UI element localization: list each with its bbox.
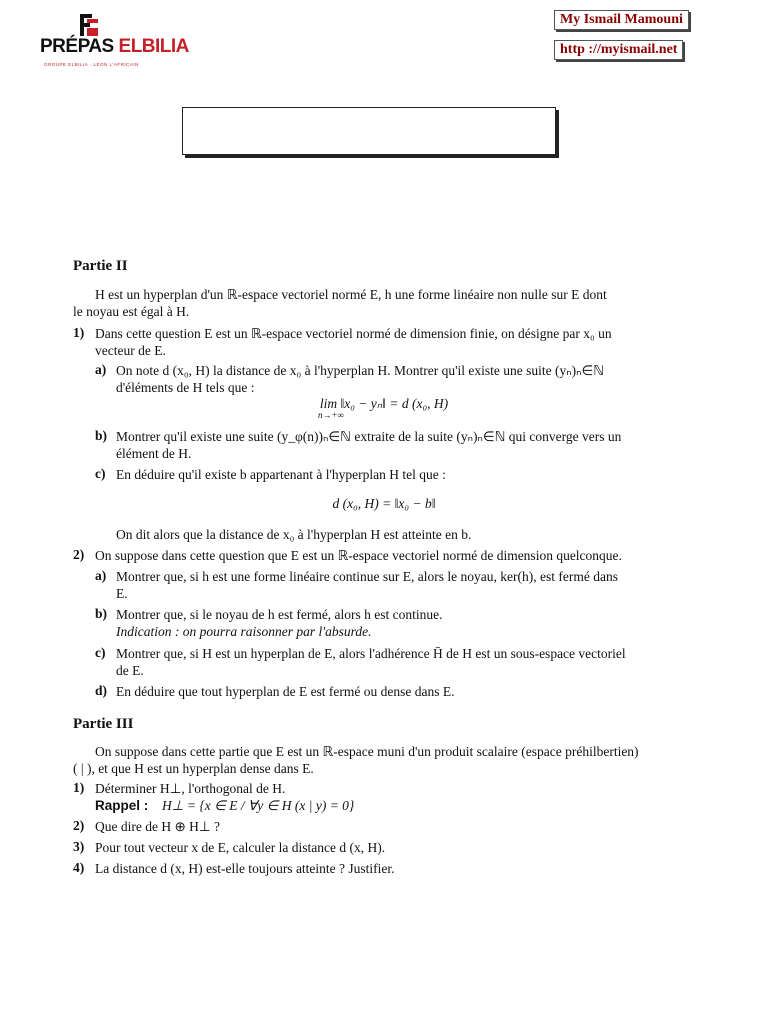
section-title-partie-3: Partie III bbox=[73, 716, 134, 732]
partie3-question-3: Pour tout vecteur x de E, calculer la distance d (x, H). bbox=[95, 840, 386, 855]
author-box: My Ismail Mamouni bbox=[554, 10, 689, 30]
subquestion-letter: d) bbox=[95, 683, 108, 698]
rappel-label: Rappel : bbox=[95, 798, 149, 813]
partie3-question-4: La distance d (x, H) est-elle toujours atteinte ? Justifier. bbox=[95, 861, 395, 876]
subquestion-letter: a) bbox=[95, 362, 107, 377]
website-link[interactable]: http ://myismail.net bbox=[554, 40, 683, 60]
subquestion-letter: b) bbox=[95, 428, 108, 443]
logo-subtitle: GROUPE ELBILIA · LÉON L'AFRICAIN bbox=[44, 62, 139, 67]
partie3-question-2: Que dire de H ⊕ H⊥ ? bbox=[95, 819, 221, 834]
formula-limit-subscript: n→+∞ bbox=[318, 410, 344, 420]
indication-text: Indication : on pourra raisonner par l'absurde. bbox=[116, 624, 372, 639]
question-1-line2: vecteur de E. bbox=[95, 343, 166, 358]
subquestion-1b-line2: élément de H. bbox=[116, 446, 192, 461]
subquestion-letter: b) bbox=[95, 606, 108, 621]
formula-limit: lim ‖x₀ − yₙ‖ = d (x₀, H) bbox=[319, 396, 449, 411]
question-number: 4) bbox=[73, 860, 85, 875]
formula-distance: d (x₀, H) = ‖x₀ − b‖ bbox=[332, 496, 436, 511]
subquestion-1a-line2: d'éléments de H tels que : bbox=[116, 380, 255, 395]
question-number: 2) bbox=[73, 818, 85, 833]
subquestion-1c-line1: En déduire qu'il existe b appartenant à l'hyperplan H tel que : bbox=[116, 467, 446, 482]
subquestion-1a-line1: On note d (x₀, H) la distance de x₀ à l'hyperplan H. Montrer qu'il existe une suite (yₙ)ₙ∈ℕ bbox=[116, 363, 605, 378]
partie3-intro-line2: ( | ), et que H est un hyperplan dense dans E. bbox=[73, 761, 314, 776]
partie2-intro-line2: le noyau est égal à H. bbox=[73, 304, 190, 319]
question-number: 3) bbox=[73, 839, 85, 854]
question-number: 1) bbox=[73, 325, 85, 340]
subquestion-1c-note: On dit alors que la distance de x₀ à l'hyperplan H est atteinte en b. bbox=[116, 527, 472, 542]
question-number: 1) bbox=[73, 780, 85, 795]
question-number: 2) bbox=[73, 547, 85, 562]
subquestion-letter: c) bbox=[95, 645, 106, 660]
partie2-intro-line1: H est un hyperplan d'un ℝ-espace vectoriel normé E, h une forme linéaire non nulle sur E dont bbox=[95, 287, 607, 302]
partie3-question-1: Déterminer H⊥, l'orthogonal de H. bbox=[95, 781, 286, 796]
subquestion-2b-line1: Montrer que, si le noyau de h est fermé, alors h est continue. bbox=[116, 607, 443, 622]
rappel-formula: H⊥ = {x ∈ E / ∀y ∈ H (x | y) = 0} bbox=[162, 798, 355, 813]
subquestion-letter: c) bbox=[95, 466, 106, 481]
brand-logo bbox=[40, 14, 189, 72]
title-box bbox=[182, 107, 556, 155]
subquestion-letter: a) bbox=[95, 568, 107, 583]
question-2-line1: On suppose dans cette question que E est un ℝ-espace vectoriel normé de dimension quelconque. bbox=[95, 548, 622, 563]
section-title-partie-2: Partie II bbox=[73, 258, 128, 274]
subquestion-2c-line1: Montrer que, si H est un hyperplan de E, alors l'adhérence H̄ de H est un sous-espace vectoriel bbox=[116, 646, 626, 661]
question-1-line1: Dans cette question E est un ℝ-espace vectoriel normé de dimension finie, on désigne par x₀ un bbox=[95, 326, 612, 341]
subquestion-2c-line2: de E. bbox=[116, 663, 144, 678]
subquestion-2a-line1: Montrer que, si h est une forme linéaire continue sur E, alors le noyau, ker(h), est fermé dans bbox=[116, 569, 618, 584]
subquestion-2a-line2: E. bbox=[116, 586, 128, 601]
subquestion-1b-line1: Montrer qu'il existe une suite (y_φ(n))ₙ∈ℕ extraite de la suite (yₙ)ₙ∈ℕ qui converge vers un bbox=[116, 429, 622, 444]
logo-text: PRÉPAS ELBILIA bbox=[40, 36, 189, 57]
logo-mark-icon bbox=[80, 14, 98, 36]
subquestion-2d-line1: En déduire que tout hyperplan de E est fermé ou dense dans E. bbox=[116, 684, 455, 699]
partie3-intro-line1: On suppose dans cette partie que E est un ℝ-espace muni d'un produit scalaire (espace préhilbertien) bbox=[95, 744, 639, 759]
